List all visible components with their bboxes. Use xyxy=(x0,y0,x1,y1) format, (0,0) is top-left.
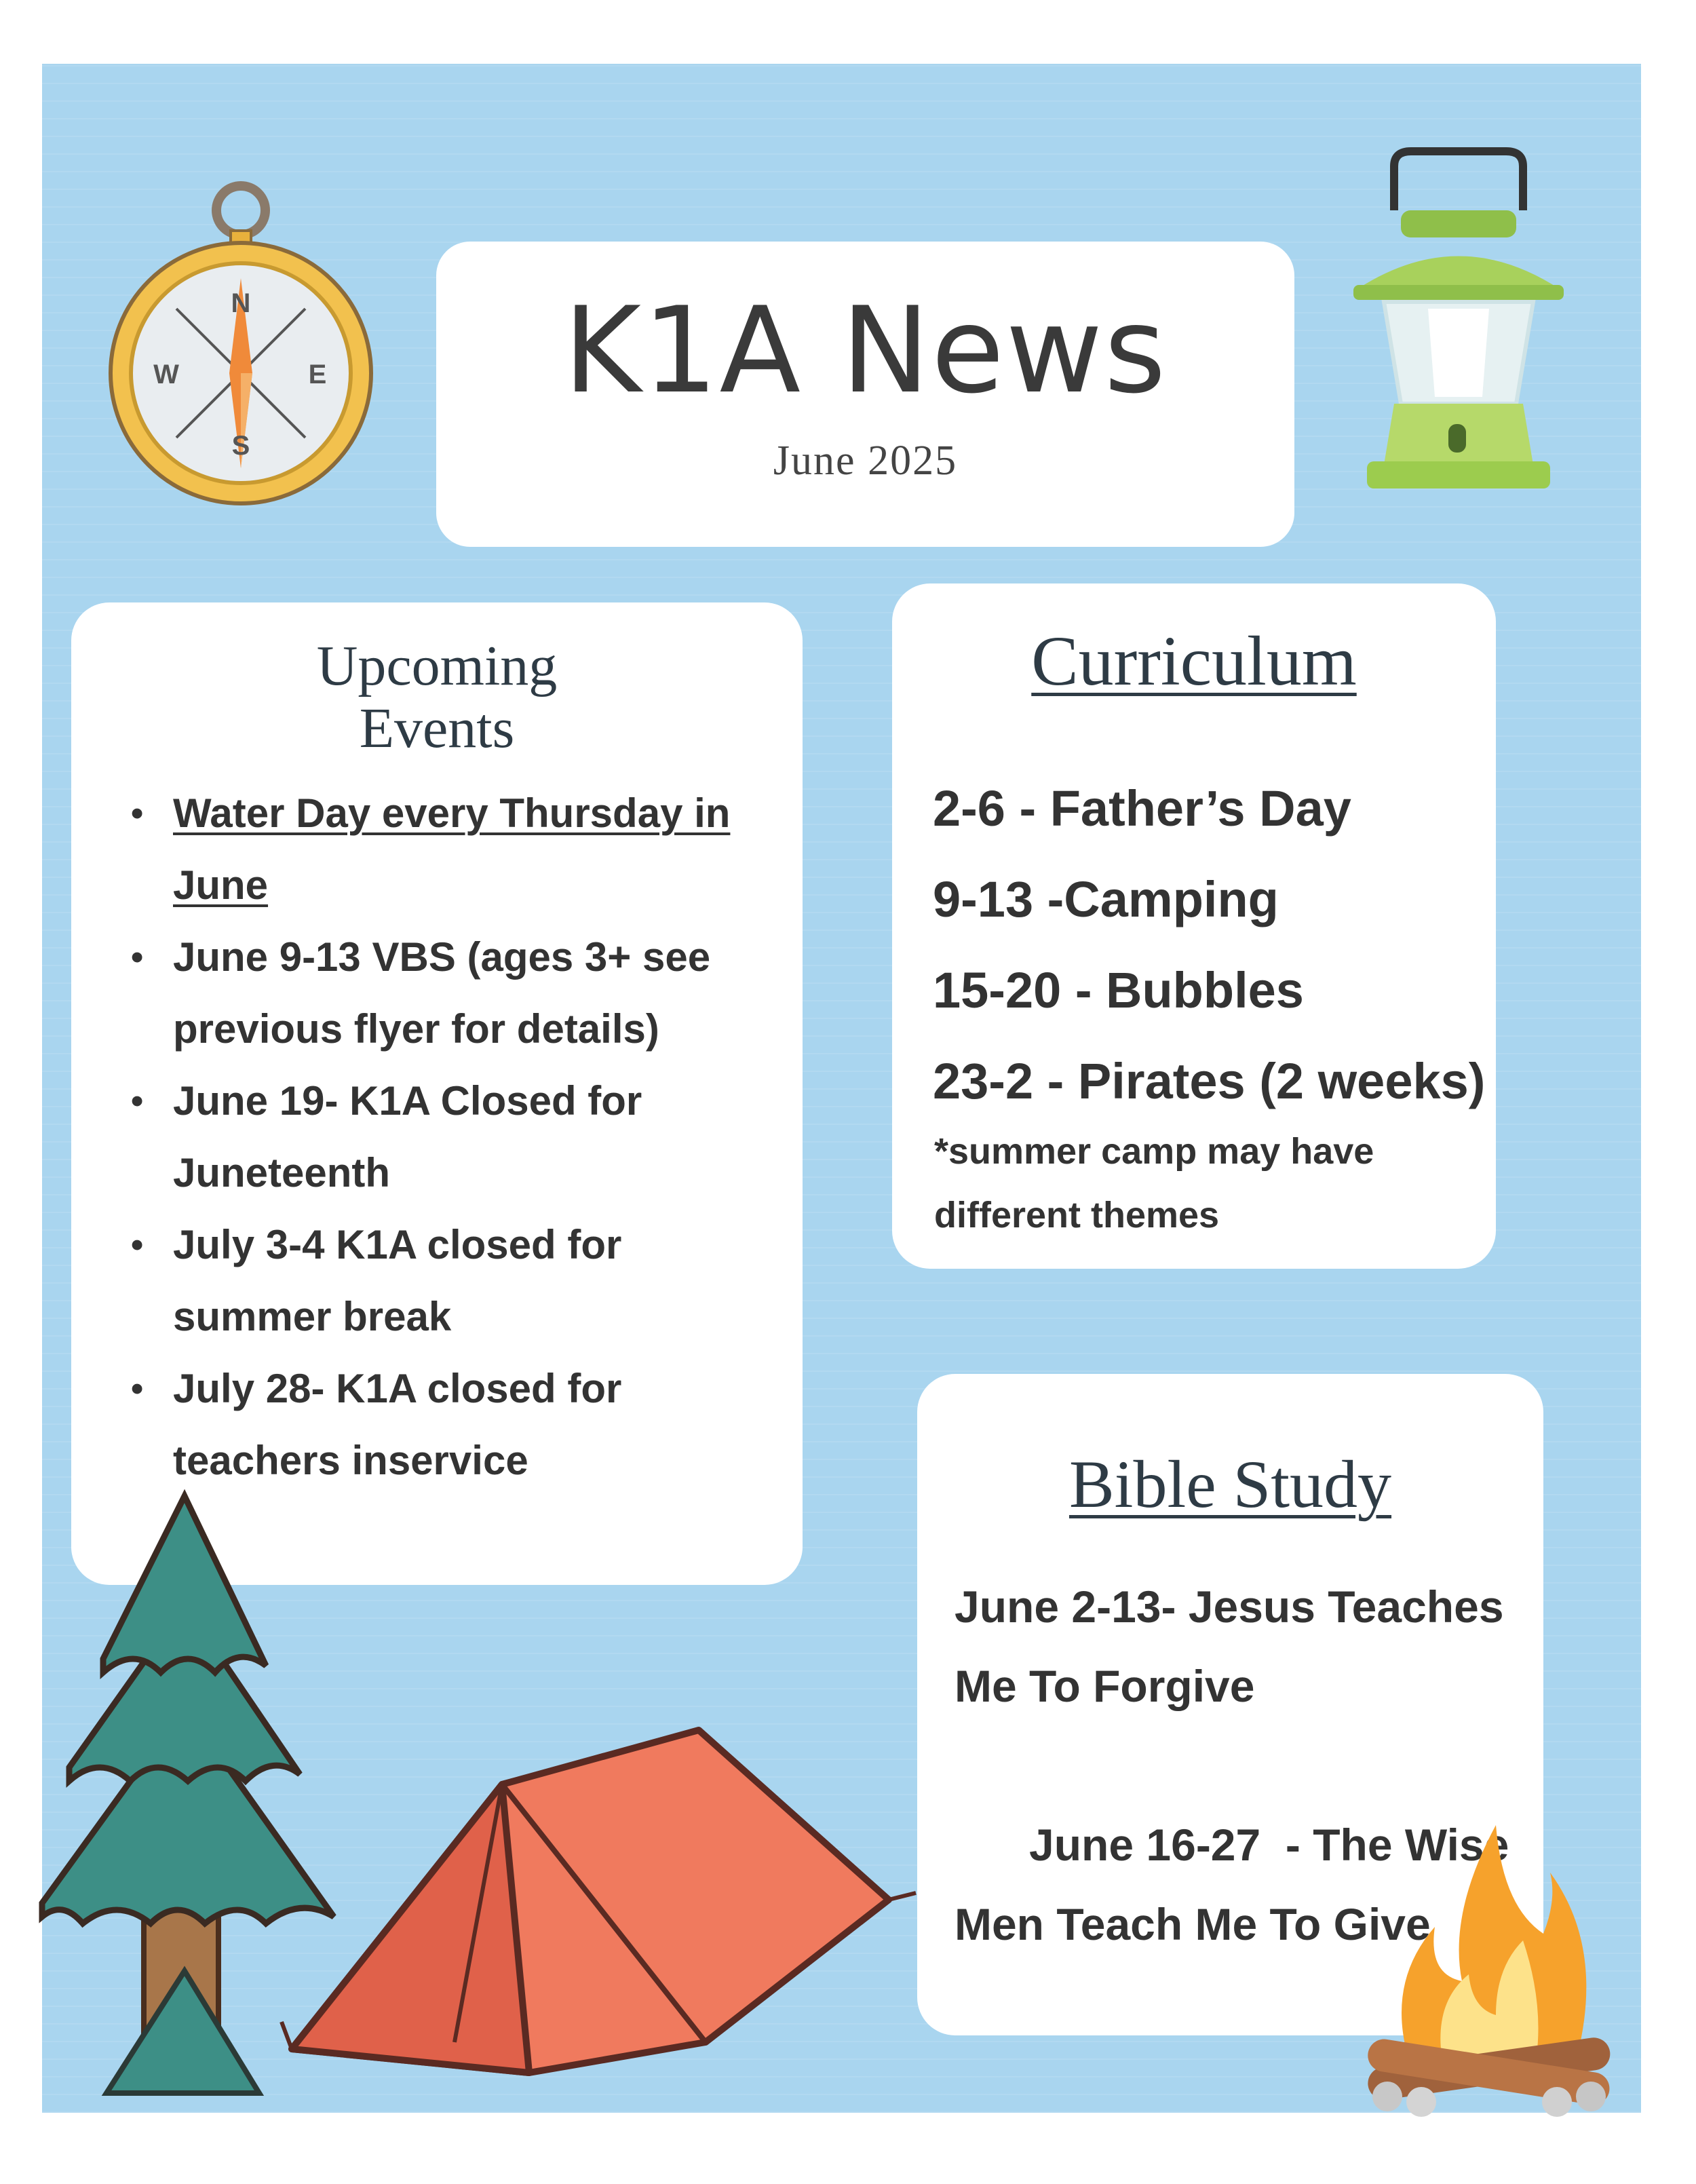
curriculum-note: *summer camp may have different themes xyxy=(934,1131,1374,1235)
lantern-icon xyxy=(1347,146,1570,539)
list-item: • Water Day every Thursday in June xyxy=(173,778,770,921)
list-item: • July 3-4 K1A closed for summer break xyxy=(173,1209,770,1353)
title-card xyxy=(436,242,1294,547)
page-date: June 2025 xyxy=(773,438,958,484)
compass-icon xyxy=(102,176,387,516)
list-item: • July 28- K1A closed for teachers inservice xyxy=(173,1353,770,1497)
bible-study-heading: Bible Study xyxy=(1068,1447,1392,1522)
compass-w: W xyxy=(153,360,179,389)
list-item: 23-2 - Pirates (2 weeks) xyxy=(933,1053,1486,1109)
events-list xyxy=(173,778,770,1497)
list-item: 9-13 -Camping xyxy=(933,871,1279,927)
campfire-icon xyxy=(1360,1798,1618,2110)
curriculum-card xyxy=(892,583,1496,1269)
compass-n: N xyxy=(231,288,251,318)
list-item: June 16-27 - The Wise Men Teach Me To Give xyxy=(955,1820,1522,1949)
upcoming-events-card xyxy=(71,602,803,1585)
tent-icon xyxy=(278,1703,923,2110)
list-item: • June 9-13 VBS (ages 3+ see previous flyer for details) xyxy=(173,921,770,1065)
curriculum-heading: Curriculum xyxy=(1031,622,1357,700)
compass-e: E xyxy=(308,360,327,389)
list-item: 15-20 - Bubbles xyxy=(933,962,1304,1018)
curriculum-list xyxy=(933,763,1489,1127)
events-heading: Upcoming Events xyxy=(316,634,558,760)
list-item: June 2-13- Jesus Teaches Me To Forgive xyxy=(955,1582,1504,1711)
page-title: K1A News xyxy=(563,282,1168,420)
compass-s: S xyxy=(231,431,250,461)
list-item: 2-6 - Father’s Day xyxy=(933,780,1351,837)
list-item: • June 19- K1A Closed for Juneteenth xyxy=(173,1065,770,1209)
